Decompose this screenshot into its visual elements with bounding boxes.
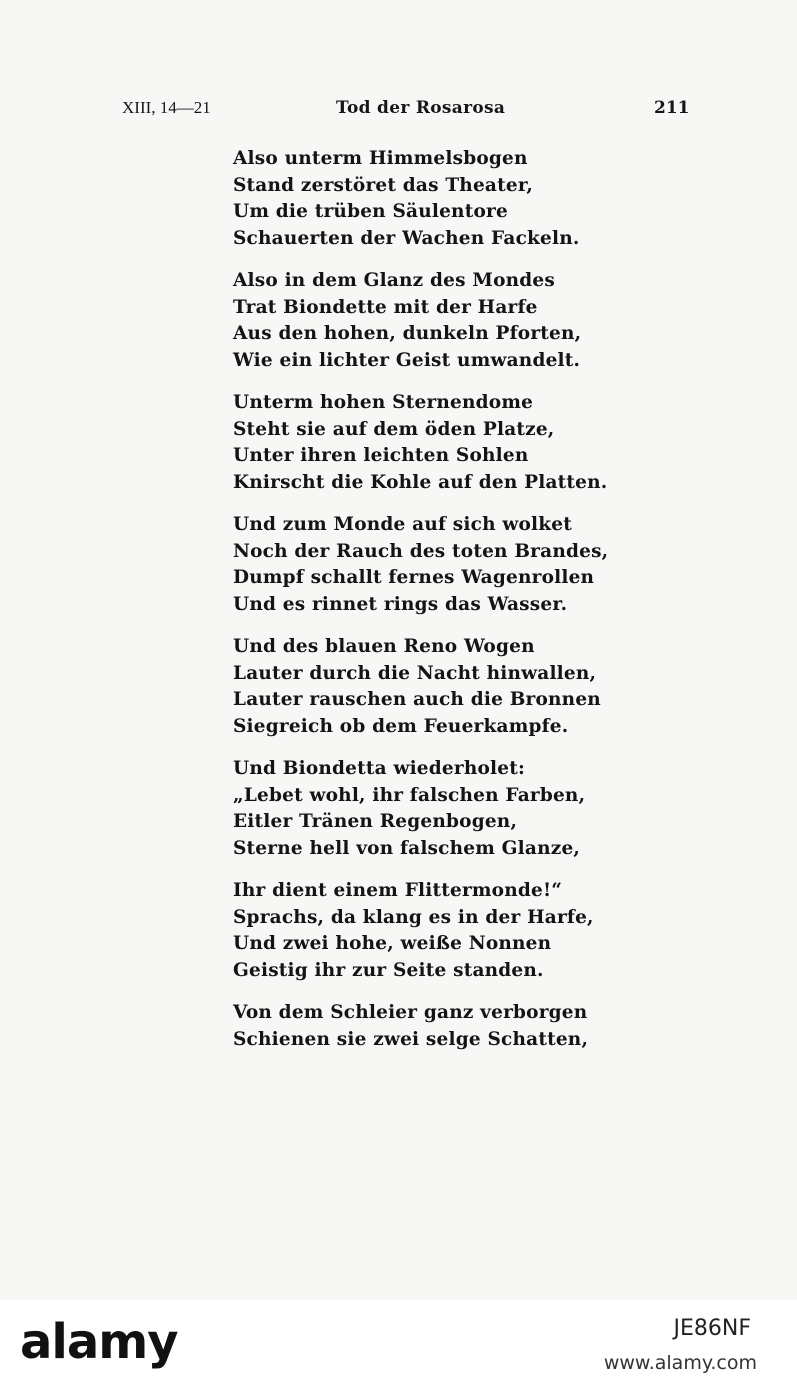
poem-line: Noch der Rauch des toten Brandes, xyxy=(233,540,609,562)
poem-line: Schauerten der Wachen Fackeln. xyxy=(233,227,580,249)
poem-line: Um die trüben Säulentore xyxy=(233,201,508,222)
page-header xyxy=(0,98,797,124)
poem-line: Siegreich ob dem Feuerkampfe. xyxy=(233,715,569,737)
poem-line: Aus den hohen, dunkeln Pforten, xyxy=(233,323,582,344)
stanza-7 xyxy=(233,878,653,984)
stanza-5 xyxy=(233,634,653,740)
poem-line: Schienen sie zwei selge Schatten, xyxy=(233,1028,589,1050)
poem-line: Lauter durch die Nacht hinwallen, xyxy=(233,662,597,684)
stanza-6 xyxy=(233,756,653,862)
chapter-reference: XIII, 14—21 xyxy=(122,98,211,117)
poem-line: Unter ihren leichten Sohlen xyxy=(233,445,529,466)
poem-line: Lauter rauschen auch die Bronnen xyxy=(233,689,601,710)
poem-line: Also unterm Himmelsbogen xyxy=(233,148,528,169)
poem-line: Und zum Monde auf sich wolket xyxy=(233,514,573,535)
watermark-banner xyxy=(0,1300,797,1390)
poem-line: Sterne hell von falschem Glanze, xyxy=(233,837,581,859)
stanza-8 xyxy=(233,1000,653,1053)
poem-line: Und zwei hohe, weiße Nonnen xyxy=(233,933,552,954)
watermark-url: www.alamy.com xyxy=(603,1352,757,1374)
poem-line: Von dem Schleier ganz verborgen xyxy=(233,1002,588,1023)
image-id-label: JE86NF xyxy=(673,1316,751,1341)
poem-line: Dumpf schallt fernes Wagenrollen xyxy=(233,567,595,588)
watermark-logo: alamy xyxy=(20,1314,178,1370)
stanza-2 xyxy=(233,268,653,374)
running-title: Tod der Rosarosa xyxy=(336,98,506,118)
poem-line: Und es rinnet rings das Wasser. xyxy=(233,593,568,615)
poem-line: Steht sie auf dem öden Platze, xyxy=(233,418,555,440)
poem-line: Und Biondetta wiederholet: xyxy=(233,758,525,779)
poem-line: Also in dem Glanz des Mondes xyxy=(233,270,555,291)
poem-line: Ihr dient einem Flittermonde!“ xyxy=(233,880,563,901)
stanza-1 xyxy=(233,146,653,252)
poem-line: Knirscht die Kohle auf den Platten. xyxy=(233,471,608,493)
poem-body xyxy=(233,146,653,1069)
poem-line: Eitler Tränen Regenbogen, xyxy=(233,811,518,832)
poem-line: Trat Biondette mit der Harfe xyxy=(233,296,538,318)
stanza-4 xyxy=(233,512,653,618)
poem-line: „Lebet wohl, ihr falschen Farben, xyxy=(233,784,586,806)
poem-line: Wie ein lichter Geist umwandelt. xyxy=(233,349,581,371)
poem-line: Und des blauen Reno Wogen xyxy=(233,636,535,657)
stanza-3 xyxy=(233,390,653,496)
poem-line: Unterm hohen Sternendome xyxy=(233,392,534,413)
page-number: 211 xyxy=(654,98,690,118)
poem-line: Stand zerstöret das Theater, xyxy=(233,174,534,196)
poem-line: Sprachs, da klang es in der Harfe, xyxy=(233,906,594,928)
poem-line: Geistig ihr zur Seite standen. xyxy=(233,959,544,981)
